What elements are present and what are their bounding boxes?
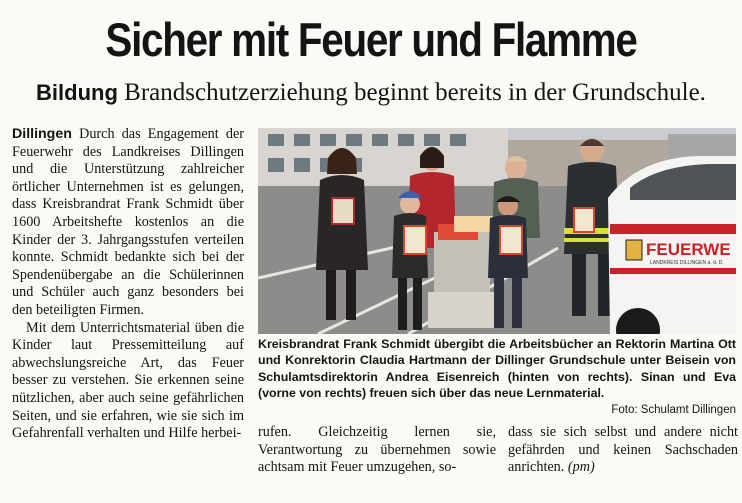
dateline: Dillingen	[12, 126, 72, 142]
article-photo	[258, 128, 736, 334]
column-3-paragraph	[508, 424, 738, 477]
article-column-1	[12, 126, 244, 443]
author-tag: (pm)	[567, 459, 595, 476]
paragraph-2: Mit dem Unterrichtsmaterial üben die Kinder laut Pressemitteilung auf abwechslungsreiche Art, das Feuer besser zu verstehen. Sie erkennen seine nützlichen, aber auch seine gefährlichen Seiten, und sie erfahren, wie sie sich im Gefahrenfall verhalten und Hilfe herbei-	[12, 319, 244, 442]
subheadline: Brandschutzerziehung beginnt bereits in der Grundschule.	[124, 79, 706, 106]
kicker: Bildung	[36, 80, 118, 105]
box-of-workbooks	[428, 216, 498, 328]
paragraph-1	[12, 126, 244, 320]
caption-text: Kreisbrandrat Frank Schmidt übergibt die Arbeitsbücher an Rektorin Martina Ott und Konrektorin Claudia Hartmann der Dillinger Grundschule unter Beisein von Schulamtsdirektorin Andrea Eisenreich (hinten von rechts). Sinan und Eva (vorne von rechts) freuen sich über das neue Lernmaterial.	[258, 337, 736, 401]
column-3-text: dass sie sich selbst und andere nicht gefährden und keinen Sachschaden anrichten.	[508, 424, 738, 476]
headline: Sicher mit Feuer und Flamme	[105, 13, 637, 66]
vehicle-sublettering: LANDKREIS DILLINGEN a. d. D.	[650, 260, 724, 266]
paragraph-1-text: Durch das Engagement der Feuerwehr des Landkreises Dillingen und die Unterstützung zahlreicher örtlicher Unternehmen ist es gelungen, dass Kreisbrandrat Frank Schmidt über 1600 Arbeitshefte kostenlos an die Kinder der 3. Jahrgangsstufen verteilen konnte. Schmidt bedankte sich bei der Spendenübergabe an die Schülerinnen und Schüler auch ganz besonders bei den beteiligten Firmen.	[12, 126, 244, 318]
column-2-text: rufen. Gleichzeitig lernen sie, Verantwortung zu übernehmen sowie achtsam mit Feuer umzugehen, so-	[258, 424, 496, 476]
vehicle-lettering: FEUERWE	[646, 240, 731, 259]
article-column-2	[258, 424, 496, 477]
subheadline-row	[0, 78, 742, 108]
photo-credit: Foto: Schulamt Dillingen	[611, 403, 736, 416]
article-column-3	[508, 424, 738, 477]
photo-caption	[258, 336, 736, 418]
fire-vehicle	[608, 156, 736, 334]
photo-illustration	[258, 128, 736, 334]
